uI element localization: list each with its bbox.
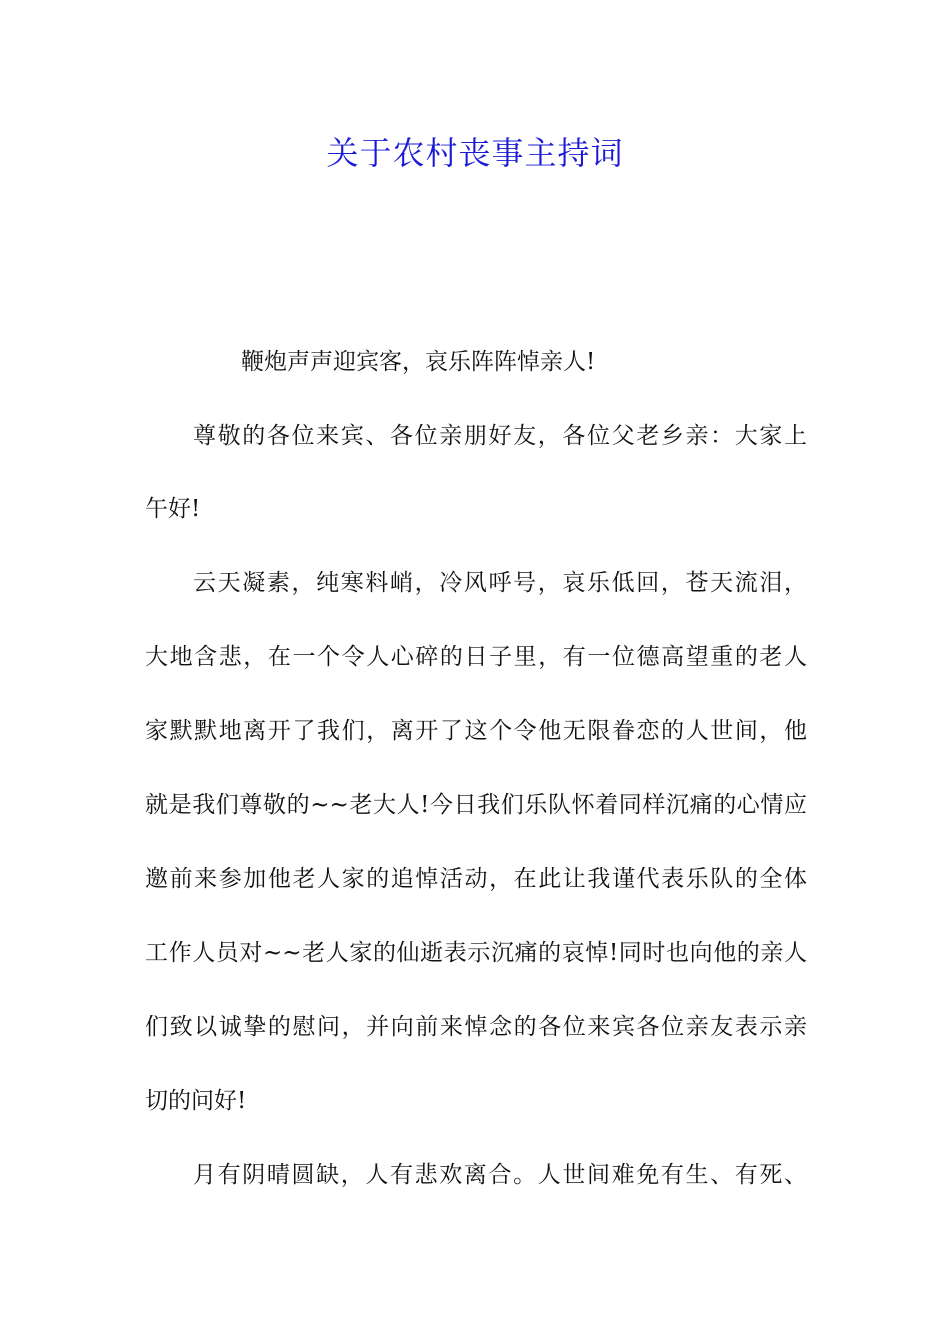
text-line-para2-8: 切的问好!	[145, 1088, 247, 1114]
text-line-para2-4: 就是我们尊敬的~~老大人!今日我们乐队怀着同样沉痛的心情应	[145, 792, 807, 818]
text-line-greeting: 鞭炮声声迎宾客，哀乐阵阵悼亲人!	[241, 349, 596, 375]
text-line-para2-7: 们致以诚挚的慰问，并向前来悼念的各位来宾各位亲友表示亲	[145, 1014, 807, 1040]
text-line-address-2: 午好!	[145, 496, 201, 522]
text-line-para2-6: 工作人员对~~老人家的仙逝表示沉痛的哀悼!同时也向他的亲人	[145, 940, 807, 966]
text-line-para2-1: 云天凝素，纯寒料峭，冷风呼号，哀乐低回，苍天流泪，	[193, 570, 807, 596]
text-line-para2-5: 邀前来参加他老人家的追悼活动，在此让我谨代表乐队的全体	[145, 866, 807, 892]
text-line-para3-1: 月有阴晴圆缺，人有悲欢离合。人世间难免有生、有死、	[193, 1162, 807, 1188]
document-title: 关于农村丧事主持词	[326, 134, 624, 172]
text-line-address-1: 尊敬的各位来宾、各位亲朋好友，各位父老乡亲：大家上	[193, 423, 807, 449]
text-line-para2-3: 家默默地离开了我们，离开了这个令他无限眷恋的人世间，他	[145, 718, 807, 744]
text-line-para2-2: 大地含悲，在一个令人心碎的日子里，有一位德高望重的老人	[145, 644, 807, 670]
